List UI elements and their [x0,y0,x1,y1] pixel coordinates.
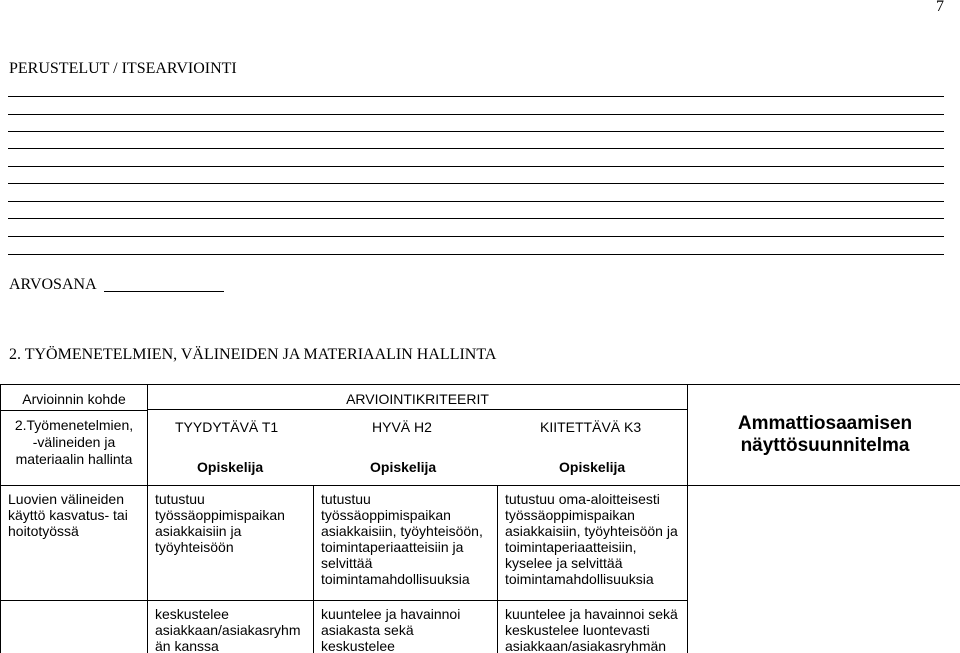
answer-line[interactable] [8,183,944,184]
cell-h2: kuuntelee ja havainnoi asiakasta sekä keskustelee [314,601,498,653]
criteria-title: ARVIOINTIKRITEERIT [346,391,489,407]
answer-line[interactable] [8,114,944,115]
grade-field[interactable] [104,291,224,292]
answer-line[interactable] [8,148,944,149]
table-row [1,486,960,601]
area-line-2: -välineiden ja [32,433,116,450]
header-assessment-object: Arvioinnin kohde [1,385,148,411]
area-line-1: 2.Työmenetelmien, [14,416,134,433]
grade-label: ARVOSANA [9,276,97,293]
level-satisfactory: TYYDYTÄVÄ T1 [175,419,279,435]
skill-line-2: näyttösuunnitelma [740,435,910,456]
answer-line[interactable] [8,96,944,97]
role-h2: Opiskelija [370,459,437,475]
answer-line[interactable] [8,218,944,219]
answer-line[interactable] [8,131,944,132]
page-number: 7 [936,0,944,15]
role-t1: Opiskelija [197,459,264,475]
cell-k3: kuuntelee ja havainnoi sekä keskustelee luontevasti asiakkaan/asiakasryhmän [498,601,688,653]
section-heading-justification: PERUSTELUT / ITSEARVIOINTI [9,60,237,77]
answer-line[interactable] [8,254,944,255]
role-k3: Opiskelija [559,459,626,475]
level-excellent: KIITETTÄVÄ K3 [540,419,642,435]
cell-t1: tutustuu työssäoppimispaikan asiakkaisiin ja työyhteisöön [148,486,314,601]
area-title [1,410,148,485]
cell-h2: tutustuu työssäoppimispaikan asiakkaisiin, työyhteisöön, toimintaperiaatteisiin ja selvittää toimintamahdollisuuksia [314,486,498,601]
area-line-3: materiaalin hallinta [15,450,133,467]
criteria-divider [147,409,688,410]
answer-line[interactable] [8,201,944,202]
cell-object [1,601,148,653]
cell-object: Luovien välineiden käyttö kasvatus- tai hoitotyössä [1,486,148,601]
assessment-criteria-table [0,384,960,653]
cell-skill-plan[interactable] [688,486,960,653]
level-good: HYVÄ H2 [372,419,432,435]
cell-t1: keskustelee asiakkaan/asiakasryhm än kanssa [148,601,314,653]
header-criteria [148,385,688,486]
header-skill-demonstration [688,385,960,486]
section-heading-methods: 2. TYÖMENETELMIEN, VÄLINEIDEN JA MATERIAALIN HALLINTA [9,346,497,363]
answer-line[interactable] [8,236,944,237]
cell-k3: tutustuu oma-aloitteisesti työssäoppimispaikan asiakkaisiin, työyhteisöön ja toimintaperiaatteisiin, kyselee ja selvittää toimintamahdollisuuksia [498,486,688,601]
answer-line[interactable] [8,166,944,167]
skill-line-1: Ammattiosaamisen [737,413,913,434]
